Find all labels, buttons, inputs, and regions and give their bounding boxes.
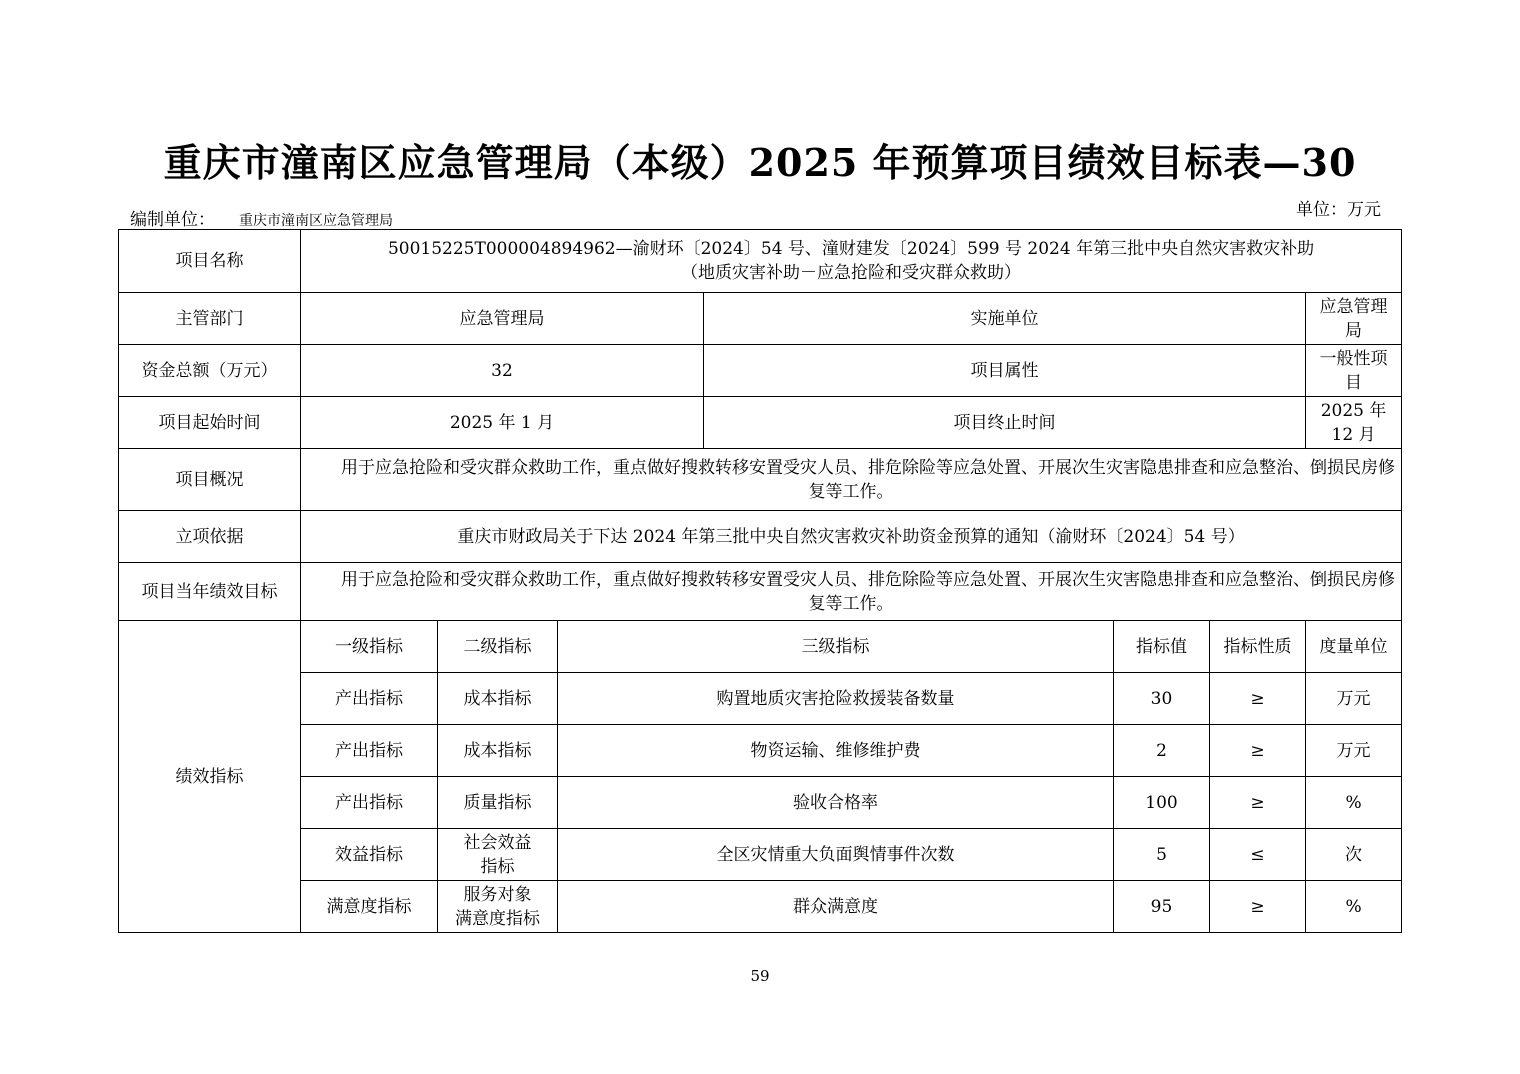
perf-row xyxy=(119,829,1402,881)
compile-unit-label: 编制单位： xyxy=(130,210,215,230)
project-name-label: 项目名称 xyxy=(119,230,301,293)
perf-unit: % xyxy=(1306,881,1402,933)
money-unit: 单位：万元 xyxy=(1296,200,1381,220)
basis-value: 重庆市财政局关于下达 2024 年第三批中央自然灾害救灾补助资金预算的通知（渝财环〔2024〕54 号） xyxy=(301,511,1402,563)
header-unit: 度量单位 xyxy=(1306,621,1402,673)
goal-label: 项目当年绩效目标 xyxy=(119,563,301,621)
perf-value: 30 xyxy=(1114,673,1210,725)
perf-level3: 物资运输、维修维护费 xyxy=(558,725,1114,777)
perf-level2 xyxy=(438,777,558,829)
perf-level2-line1: 质量指标 xyxy=(463,792,532,813)
project-name-line2: （地质灾害补助－应急抢险和受灾群众救助） xyxy=(681,263,1022,283)
header-nature: 指标性质 xyxy=(1210,621,1306,673)
fund-value: 32 xyxy=(301,345,704,397)
page-number: 59 xyxy=(750,967,770,985)
project-name-value xyxy=(301,230,1402,293)
row-basis xyxy=(119,511,1402,563)
perf-unit: 次 xyxy=(1306,829,1402,881)
row-fund xyxy=(119,345,1402,397)
project-name-line1: 50015225T000004894962—渝财环〔2024〕54 号、潼财建发〔2024〕599 号 2024 年第三批中央自然灾害救灾补助 xyxy=(387,239,1315,259)
impl-value: 应急管理局 xyxy=(1306,293,1402,345)
perf-value: 100 xyxy=(1114,777,1210,829)
page-title: 重庆市潼南区应急管理局（本级）2025 年预算项目绩效目标表—30 xyxy=(163,140,1357,185)
row-goal xyxy=(119,563,1402,621)
goal-value: 用于应急抢险和受灾群众救助工作，重点做好搜救转移安置受灾人员、排危除险等应急处置、开展次生灾害隐患排查和应急整治、倒损民房修复等工作。 xyxy=(301,563,1402,621)
perf-level1: 满意度指标 xyxy=(301,881,438,933)
compile-unit xyxy=(130,205,393,230)
perf-level2-line2: 指标 xyxy=(480,856,515,877)
header-value: 指标值 xyxy=(1114,621,1210,673)
perf-level2-line1: 成本指标 xyxy=(463,740,532,761)
perf-header-row xyxy=(119,621,1402,673)
start-label: 项目起始时间 xyxy=(119,397,301,449)
end-label: 项目终止时间 xyxy=(704,397,1306,449)
perf-level3: 验收合格率 xyxy=(558,777,1114,829)
perf-unit: 万元 xyxy=(1306,725,1402,777)
perf-level2-line2: 满意度指标 xyxy=(455,908,540,929)
row-dept xyxy=(119,293,1402,345)
perf-label: 绩效指标 xyxy=(119,621,301,933)
attr-value: 一般性项目 xyxy=(1306,345,1402,397)
perf-level2 xyxy=(438,725,558,777)
perf-nature: ≥ xyxy=(1210,673,1306,725)
perf-nature: ≤ xyxy=(1210,829,1306,881)
row-overview xyxy=(119,449,1402,511)
perf-level1: 效益指标 xyxy=(301,829,438,881)
header-level2: 二级指标 xyxy=(438,621,558,673)
perf-row xyxy=(119,725,1402,777)
dept-label: 主管部门 xyxy=(119,293,301,345)
perf-value: 2 xyxy=(1114,725,1210,777)
overview-value: 用于应急抢险和受灾群众救助工作，重点做好搜救转移安置受灾人员、排危除险等应急处置、开展次生灾害隐患排查和应急整治、倒损民房修复等工作。 xyxy=(301,449,1402,511)
performance-table xyxy=(118,229,1402,933)
perf-level2-line1: 成本指标 xyxy=(463,688,532,709)
perf-value: 95 xyxy=(1114,881,1210,933)
perf-level3: 购置地质灾害抢险救援装备数量 xyxy=(558,673,1114,725)
fund-label: 资金总额（万元） xyxy=(119,345,301,397)
perf-level1: 产出指标 xyxy=(301,777,438,829)
perf-unit: % xyxy=(1306,777,1402,829)
perf-row xyxy=(119,881,1402,933)
perf-level2 xyxy=(438,829,558,881)
perf-level1: 产出指标 xyxy=(301,673,438,725)
overview-label: 项目概况 xyxy=(119,449,301,511)
perf-level3: 群众满意度 xyxy=(558,881,1114,933)
perf-level2-line1: 服务对象 xyxy=(463,884,532,905)
perf-level2 xyxy=(438,881,558,933)
perf-level2-line1: 社会效益 xyxy=(463,832,532,853)
impl-label: 实施单位 xyxy=(704,293,1306,345)
perf-row xyxy=(119,777,1402,829)
perf-level2 xyxy=(438,673,558,725)
perf-value: 5 xyxy=(1114,829,1210,881)
row-time xyxy=(119,397,1402,449)
perf-level3: 全区灾情重大负面舆情事件次数 xyxy=(558,829,1114,881)
perf-nature: ≥ xyxy=(1210,881,1306,933)
perf-unit: 万元 xyxy=(1306,673,1402,725)
perf-row xyxy=(119,673,1402,725)
perf-nature: ≥ xyxy=(1210,777,1306,829)
header-level3: 三级指标 xyxy=(558,621,1114,673)
header-level1: 一级指标 xyxy=(301,621,438,673)
end-value: 2025 年 12 月 xyxy=(1306,397,1402,449)
attr-label: 项目属性 xyxy=(704,345,1306,397)
perf-level1: 产出指标 xyxy=(301,725,438,777)
row-project-name xyxy=(119,230,1402,293)
compile-unit-value: 重庆市潼南区应急管理局 xyxy=(239,213,393,229)
start-value: 2025 年 1 月 xyxy=(301,397,704,449)
dept-value: 应急管理局 xyxy=(301,293,704,345)
basis-label: 立项依据 xyxy=(119,511,301,563)
perf-nature: ≥ xyxy=(1210,725,1306,777)
